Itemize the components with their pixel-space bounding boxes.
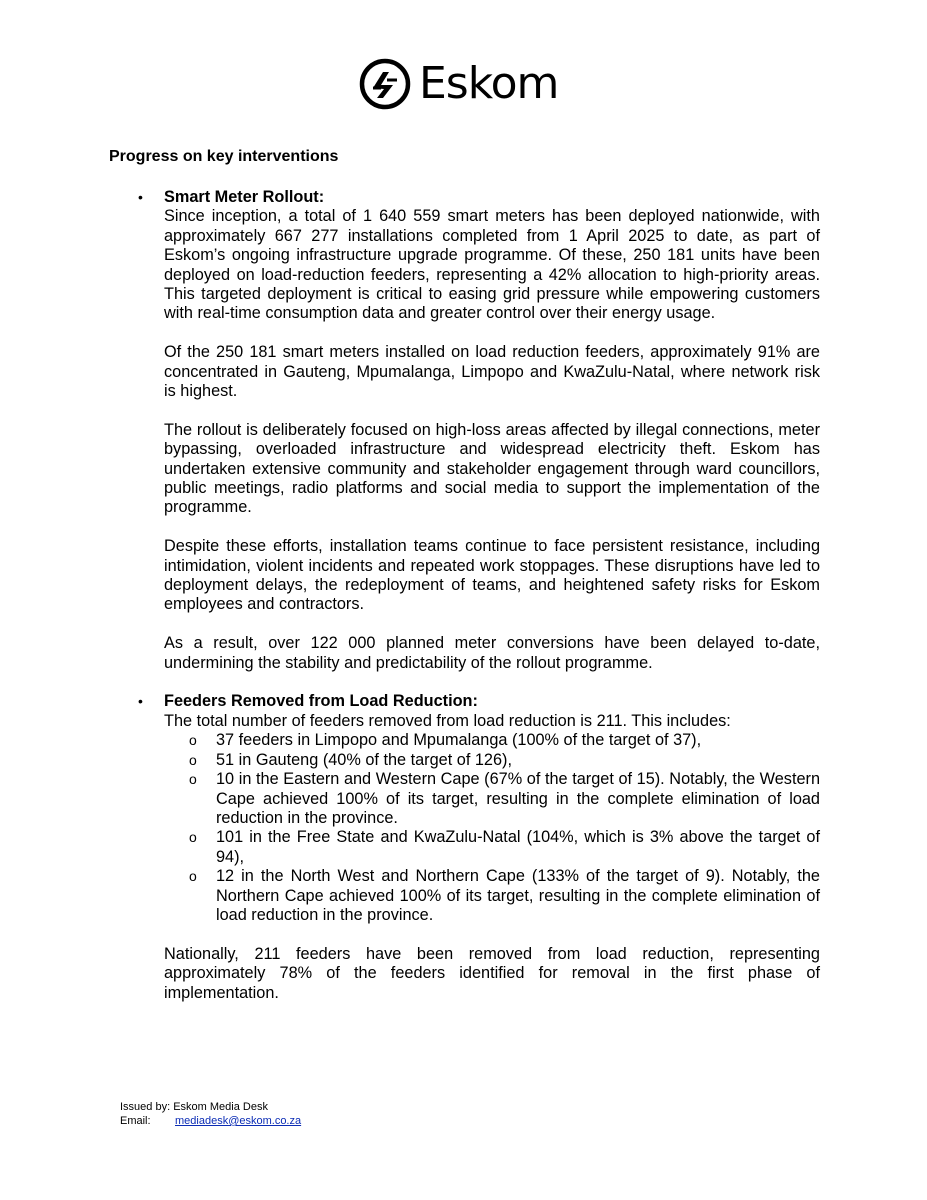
sub-list-item (164, 751, 820, 770)
list-item (108, 692, 820, 1002)
sub-list-item (164, 731, 820, 750)
sub-list-item (164, 867, 820, 925)
sub-list-text: 51 in Gauteng (40% of the target of 126), (216, 750, 512, 769)
footer (120, 1100, 301, 1128)
circle-bullet-icon: o (189, 732, 197, 749)
email-link[interactable]: mediadesk@eskom.co.za (175, 1115, 302, 1127)
circle-bullet-icon: o (189, 829, 197, 846)
paragraph: As a result, over 122 000 planned meter conversions have been delayed to-date, undermining the stability and predictability of the rollout programme. (164, 634, 820, 672)
eskom-logo (359, 58, 558, 110)
footer-email-row (120, 1114, 301, 1128)
circle-bullet-icon: o (189, 751, 197, 768)
sub-list-text: 101 in the Free State and KwaZulu-Natal (104%, which is 3% above the target of 94), (216, 828, 820, 866)
sub-list-text: 10 in the Eastern and Western Cape (67% of the target of 15). Notably, the Western Cape achieved 100% of its target, resulting in the complete elimination of load reduction in the province. (216, 770, 820, 827)
issued-by: Issued by: Eskom Media Desk (120, 1101, 268, 1113)
eskom-logo-icon (359, 58, 411, 110)
list-item (108, 188, 820, 673)
sub-list-item (164, 770, 820, 828)
paragraph: Despite these efforts, installation teams continue to face persistent resistance, including intimidation, violent incidents and repeated work stoppages. These disruptions have led to deployment delays, the redeployment of teams, and heightened safety risks for Eskom employees and contractors. (164, 537, 820, 614)
sub-list-item (164, 828, 820, 867)
paragraph: Of the 250 181 smart meters installed on load reduction feeders, approximately 91% are concentrated in Gauteng, Mpumalanga, Limpopo and KwaZulu-Natal, where network risk is highest. (164, 343, 820, 401)
item-heading: Feeders Removed from Load Reduction: (164, 692, 478, 711)
section-title: Progress on key interventions (109, 148, 339, 165)
paragraph: The rollout is deliberately focused on high-loss areas affected by illegal connections, meter bypassing, overloaded infrastructure and widespread electricity theft. Eskom has undertaken extensive community and stakeholder engagement through ward councillors, public meetings, radio platforms and social media to support the implementation of the programme. (164, 420, 820, 517)
email-label: Email: (120, 1115, 151, 1127)
item-heading: Smart Meter Rollout: (164, 188, 325, 206)
paragraph: Since inception, a total of 1 640 559 smart meters has been deployed nationwide, with approximately 667 277 installations completed from 1 April 2025 to date, as part of Eskom’s ongoing infrastructure upgrade programme. Of these, 250 181 units have been deployed on load-reduction feeders, representing a 42% allocation to high-priority areas. This targeted deployment is critical to easing grid pressure while empowering customers with real-time consumption data and greater control over their energy usage. (164, 207, 820, 323)
bullet-icon: • (138, 189, 143, 205)
paragraph: Nationally, 211 feeders have been removed from load reduction, representing approximately 78% of the feeders identified for removal in the first phase of implementation. (164, 944, 820, 1002)
sub-list-text: 12 in the North West and Northern Cape (133% of the target of 9). Notably, the Northern Cape achieved 100% of its target, resulting in the complete elimination of load reduction in the province. (216, 867, 820, 924)
bullet-icon: • (138, 693, 143, 710)
circle-bullet-icon: o (189, 868, 197, 885)
logo-text: Eskom (419, 58, 559, 109)
sub-list (164, 731, 820, 925)
paragraph: The total number of feeders removed from load reduction is 211. This includes: (164, 711, 731, 730)
circle-bullet-icon: o (189, 771, 197, 788)
sub-list-text: 37 feeders in Limpopo and Mpumalanga (100% of the target of 37), (216, 731, 702, 750)
document-body (108, 188, 820, 1022)
